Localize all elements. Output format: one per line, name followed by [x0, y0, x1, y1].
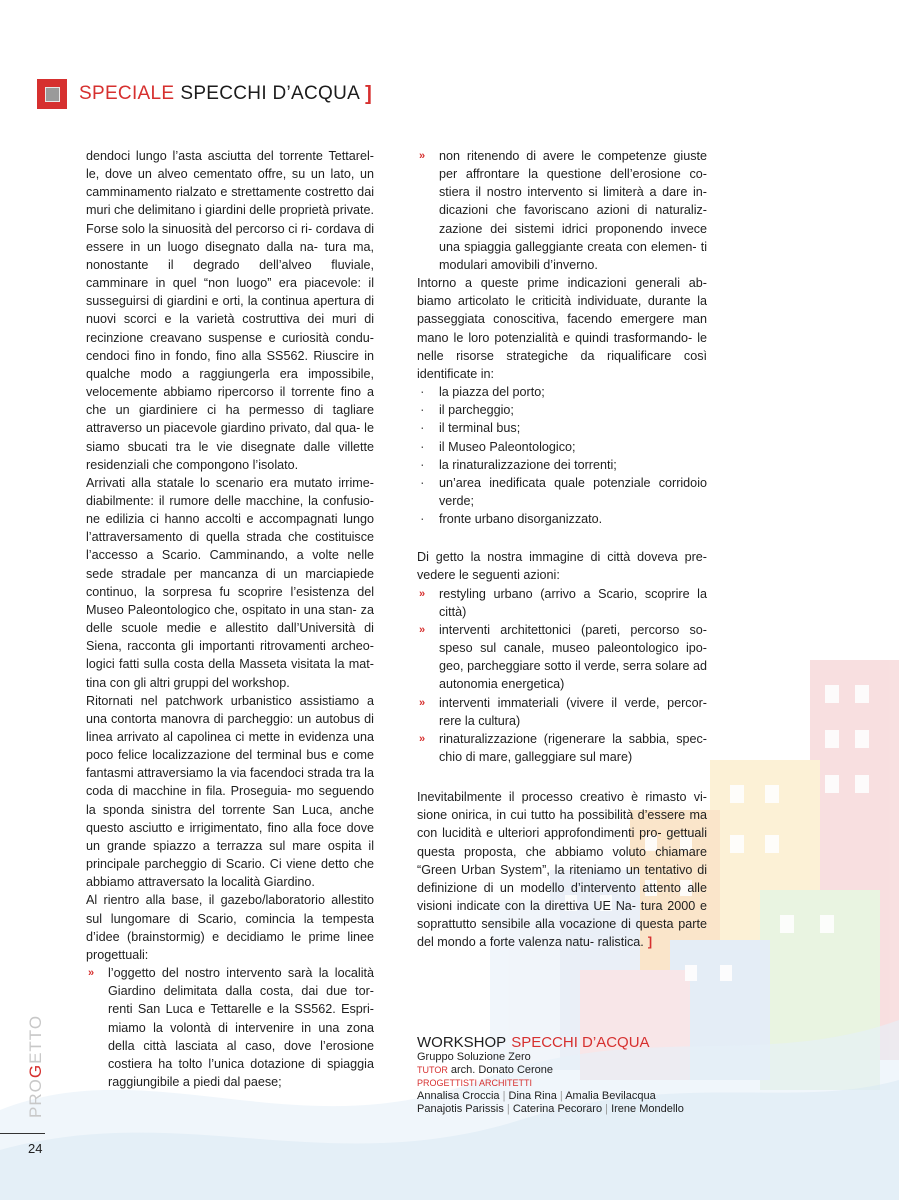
- workshop-credits: [417, 1034, 727, 1116]
- section-label-post: ETTO: [26, 1014, 45, 1064]
- list-item-text: la piazza del porto;: [439, 385, 545, 400]
- dot-bullet-icon: ·: [420, 473, 425, 490]
- list-item-text: non ritenendo di avere le competenze giuste per affrontare la questione dell’erosione co- stiera il nostro intervento si limiterà a dare in- dicazioni che favoriscano azioni di naturaliz- zazione dei sistemi idrici proponendo invece una spiaggia galleggiante creata con elemen- ti modulari amovibili d’inverno.: [439, 149, 707, 272]
- architect-name: Panajotis Parissis: [417, 1103, 504, 1115]
- architect-name: Amalia Bevilacqua: [565, 1090, 656, 1102]
- section-header: [37, 78, 372, 110]
- architect-name: Annalisa Croccia: [417, 1090, 500, 1102]
- header-bracket: ]: [365, 82, 372, 105]
- architect-name: Caterina Pecoraro: [512, 1103, 603, 1115]
- paragraph: Al rientro alla base, il gazebo/laboratorio allestito sul lungomare di Scario, comincia la tempesta d’idee (brainstormig) e decidiamo le prime linee progettuali:: [86, 893, 374, 962]
- list-item: [417, 147, 707, 274]
- right-column: [417, 147, 707, 952]
- architects-row: Panajotis Parissis | Caterina Pecoraro | Irene Mondello: [417, 1103, 684, 1115]
- conclusion-paragraph: [417, 788, 707, 951]
- architect-name: Dina Rina: [508, 1090, 557, 1102]
- list-item: [417, 419, 707, 437]
- list-item-text: interventi immateriali (vivere il verde, percor- rere la cultura): [439, 695, 707, 728]
- architects-row: Annalisa Croccia | Dina Rina | Amalia Bevilacqua: [417, 1090, 656, 1102]
- tutor-label: TUTOR: [417, 1065, 448, 1075]
- list-item-text: il Museo Paleontologico;: [439, 439, 576, 454]
- architects-label: PROGETTISTI ARCHITETTI: [417, 1078, 533, 1088]
- list-item: [417, 383, 707, 401]
- list-item: [417, 621, 707, 694]
- list-item: [417, 730, 707, 766]
- paragraph: Arrivati alla statale lo scenario era mutato irrime- diabilmente: il rumore delle macchine, la confusio- ne edilizia ci hanno accolti e accompagnati lungo l’attraversamento di quella strada che costituisce l’accesso a Scario. Camminando, a volte nelle sede stradale per mancanza di un marciapiede continuo, la sorpresa fu scoprire l’esistenza del Museo Paleontologico che, ospitato in una stan- za delle scuole medie e allestito dall’Università di Siena, racconta gli importanti ritrovamenti archeo- logici fatti sulla costa della Masseta visitata la mat- tina con gli altri gruppi del workshop.: [86, 475, 374, 690]
- page-number: 24: [28, 1141, 43, 1156]
- list-item-text: rinaturalizzazione (rigenerare la sabbia, spec- chio di mare, galleggiare sul mare): [439, 731, 707, 764]
- list-item-text: il parcheggio;: [439, 403, 514, 418]
- dot-bullet-icon: ·: [420, 455, 425, 472]
- paragraph: Di getto la nostra immagine di città doveva pre- vedere le seguenti azioni:: [417, 550, 707, 583]
- bullet-icon: »: [419, 623, 426, 636]
- list-item-text: la rinaturalizzazione dei torrenti;: [439, 457, 617, 472]
- tutor-name: arch. Donato Cerone: [450, 1064, 554, 1076]
- left-column: [86, 147, 374, 1091]
- list-item: [417, 585, 707, 621]
- bullet-icon: »: [419, 696, 426, 709]
- list-item-text: interventi architettonici (pareti, percorso so- speso sul canale, museo paleontologico ipo- geo, parcheggiare sotto il verde, serra solare ad autonomia energetica): [439, 622, 707, 692]
- dot-bullet-icon: ·: [420, 383, 425, 400]
- list-item-text: fronte urbano disorganizzato.: [439, 512, 603, 527]
- dot-bullet-icon: ·: [420, 401, 425, 418]
- list-item: [417, 510, 707, 528]
- bullet-icon: »: [419, 150, 426, 162]
- list-item-text: restyling urbano (arrivo a Scario, scoprire la città): [439, 586, 707, 619]
- paragraph: Intorno a queste prime indicazioni generali ab- biamo articolato le criticità individuate, durante la passeggiata conoscitiva, facendo emergere man mano le loro potenzialità e quindi trasformando- le nelle risorse strategiche da riqualificare così identificate in:: [417, 276, 707, 381]
- list-item-text: l’oggetto del nostro intervento sarà la località Giardino delimitata dalla costa, dai due tor- renti San Luca e Tettarelle e la SS562. Espri- miamo la volontà di intervenire in una zona della città lasciata al caso, dove l’erosione costiera ha tolto l’unica dotazione di spiaggia raggiungibile a piedi dal paese;: [108, 966, 374, 1089]
- list-item: [417, 474, 707, 510]
- list-item: [417, 438, 707, 456]
- section-side-label: [26, 1015, 46, 1118]
- footer-rule: [0, 1133, 45, 1134]
- list-item-text: un’area inedificata quale potenziale corridoio verde;: [439, 475, 707, 508]
- architect-name: Irene Mondello: [611, 1103, 684, 1115]
- bullet-icon: »: [419, 732, 426, 745]
- workshop-title: [417, 1034, 727, 1051]
- workshop-label: WORKSHOP: [417, 1034, 507, 1051]
- list-item: [417, 456, 707, 474]
- bullet-icon: »: [88, 967, 95, 980]
- section-label-g: G: [26, 1063, 45, 1079]
- list-item: [86, 964, 374, 1091]
- bullet-icon: »: [419, 587, 426, 600]
- conclusion-text: Inevitabilmente il processo creativo è rimasto vi- sione onirica, in cui tutto ha possibilità d’essere ma con lucidità e ulteriori approfondimenti pro- gettuali questa proposta, che abbiamo voluto chiamare “Green Urban System”, la riteniamo un tentativo di definizione di un modello d’intervento attento alle visioni indicate con la direttiva UE Na- tura 2000 e soprattutto sensibile alla vocazione di questa parte del mondo a forte valenza natu- ralistica.: [417, 790, 707, 950]
- list-item: [417, 401, 707, 419]
- list-item: [417, 694, 707, 730]
- paragraph: dendoci lungo l’asta asciutta del torrente Tettarel- le, dove un alveo cementato offre, su un lato, un camminamento rialzato e strettamente costretto dai muri che delimitano i giardini delle proprietà private. Forse solo la sinuosità del percorso ci ri- cordava di essere in un luogo disegnato dalla na- tura ma, nonostante il degrado dell’alveo fluviale, camminare in quel “non luogo” era piacevole: il susseguirsi di giardini e orti, la continua apertura di nuovi scorci e la varietà costruttiva dei muri di recinzione creavano suspense e curiosità condu- cendoci fino in fondo, fino alla SS562. Riuscire in qualche modo a raggiungerla era impossibile, velocemente abbiamo ripercorso il torrente fino a che un giardiniere ci ha permesso di tagliare attraverso un piacevole giardino privato, dal qua- le siamo sbucati tra le vie disegnate dalle villette residenziali che compongono l’isolato.: [86, 149, 374, 472]
- section-square-icon: [37, 79, 67, 109]
- dot-bullet-icon: ·: [420, 437, 425, 454]
- paragraph: Ritornati nel patchwork urbanistico assistiamo a una contorta manovra di parcheggio: un autobus di linea arrivato al capolinea ci mette in evidenza una poco felice localizzazione del terminal bus e come fantasmi attraversiamo la via facendoci strada tra la coda di macchine in fila. Proseguia- mo seguendo la sponda sinistra del torrente San Luca, anche questo asciutto e irrigimentato, fino alla foce dove un grande spiazzo a terrazza sul mare ospita il principale parcheggio di Scario. Ci viene detto che abbiamo attraversato la località Giardino.: [86, 693, 374, 890]
- dot-bullet-icon: ·: [420, 510, 425, 527]
- tutor-line: [417, 1064, 727, 1077]
- dot-bullet-icon: ·: [420, 419, 425, 436]
- end-bracket: ]: [647, 935, 653, 950]
- group-name: Gruppo Soluzione Zero: [417, 1051, 531, 1063]
- header-title: SPECCHI D’ACQUA: [180, 83, 361, 104]
- list-item-text: il terminal bus;: [439, 421, 521, 436]
- header-kicker: SPECIALE: [79, 83, 175, 104]
- section-label-pre: PRO: [26, 1078, 45, 1118]
- workshop-name: SPECCHI D’ACQUA: [511, 1034, 650, 1051]
